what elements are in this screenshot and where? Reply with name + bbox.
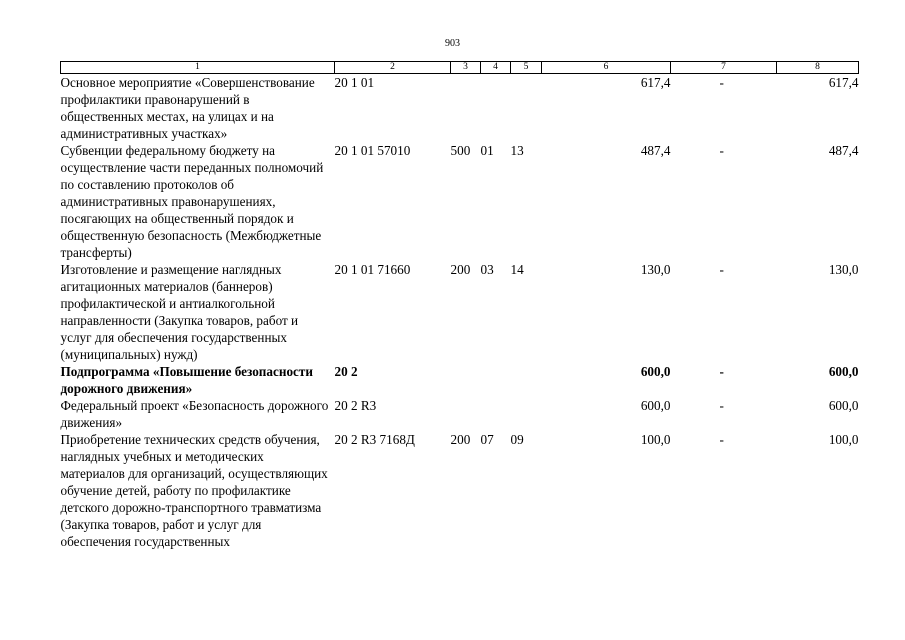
row-col-6: 130,0	[640, 262, 671, 277]
row-col-7: -	[719, 143, 724, 158]
row-col-4	[481, 74, 511, 143]
column-header-6: 6	[542, 62, 671, 74]
row-col-8: 617,4	[828, 75, 859, 90]
row-col-7: -	[719, 364, 724, 379]
row-name: Изготовление и размещение наглядных агитационных материалов (баннеров) профилактической и антиалкогольной направленности (Закупка товаров, работ и услуг для обеспечения государственных (муниципальных) нужд)	[60, 262, 299, 362]
row-col-7-cell	[671, 74, 777, 143]
row-col-3	[451, 74, 481, 143]
row-name: Субвенции федеральному бюджету на осуществление части переданных полномочий по составлению протоколов об административных правонарушениях, посягающих на общественный порядок и общественную безопасность (Межбюджетные трансферты)	[60, 143, 324, 260]
row-col-3	[451, 363, 481, 397]
column-header-7: 7	[671, 62, 777, 74]
column-header-8: 8	[777, 62, 859, 74]
column-header-2: 2	[335, 62, 451, 74]
table-row	[61, 74, 859, 143]
row-name: Подпрограмма «Повышение безопасности дорожного движения»	[60, 364, 313, 396]
row-col-7-cell	[671, 397, 777, 431]
row-col-8: 130,0	[828, 262, 859, 277]
row-col-5: 14	[510, 262, 524, 277]
row-name: Основное мероприятие «Совершенствование профилактики правонарушений в общественных местах, на улицах и на административных участках»	[60, 75, 315, 141]
row-col-4: 01	[480, 143, 494, 158]
row-col-6: 617,4	[640, 75, 671, 90]
row-col-3	[451, 397, 481, 431]
row-col-8: 487,4	[828, 143, 859, 158]
row-code: 20 2 R3 7168Д	[334, 432, 415, 447]
row-name: Приобретение технических средств обучения, наглядных учебных и методических материалов для организаций, осуществляющих обучение детей, работу по профилактике детского дорожно-транспортного травматизма (Закупка товаров, работ и услуг для обеспечения государственных	[60, 432, 328, 549]
row-col-3: 200	[450, 262, 471, 277]
row-col-7: -	[719, 262, 724, 277]
row-col-6: 600,0	[640, 364, 671, 379]
table-row	[61, 397, 859, 431]
row-col-4	[481, 363, 511, 397]
row-col-6: 100,0	[640, 432, 671, 447]
table-row	[61, 261, 859, 363]
column-header-1: 1	[61, 62, 335, 74]
table-header-row	[61, 62, 859, 74]
row-name: Федеральный проект «Безопасность дорожного движения»	[60, 398, 329, 430]
row-code: 20 2 R3	[334, 398, 377, 413]
row-code: 20 2	[334, 364, 358, 379]
page-number: 903	[445, 38, 460, 49]
row-col-4: 03	[480, 262, 494, 277]
row-col-8: 600,0	[828, 364, 859, 379]
row-col-7-cell	[671, 431, 777, 550]
row-col-7-cell	[671, 142, 777, 261]
row-col-5: 13	[510, 143, 524, 158]
budget-table	[60, 61, 859, 550]
row-col-4	[481, 397, 511, 431]
row-col-3: 500	[450, 143, 471, 158]
row-code: 20 1 01	[334, 75, 375, 90]
column-header-3: 3	[451, 62, 481, 74]
table-row	[61, 431, 859, 550]
row-col-7-cell	[671, 261, 777, 363]
row-col-6: 487,4	[640, 143, 671, 158]
row-code: 20 1 01 57010	[334, 143, 411, 158]
row-col-8: 600,0	[828, 398, 859, 413]
row-col-8: 100,0	[828, 432, 859, 447]
row-col-5	[511, 397, 542, 431]
column-header-4: 4	[481, 62, 511, 74]
row-col-5	[511, 74, 542, 143]
row-col-7: -	[719, 432, 724, 447]
row-col-5: 09	[510, 432, 524, 447]
row-code: 20 1 01 71660	[334, 262, 411, 277]
row-col-7-cell	[671, 363, 777, 397]
row-col-6: 600,0	[640, 398, 671, 413]
row-col-4: 07	[480, 432, 494, 447]
row-col-7: -	[719, 75, 724, 90]
table-row	[61, 363, 859, 397]
row-col-3: 200	[450, 432, 471, 447]
row-col-7: -	[719, 398, 724, 413]
table-row	[61, 142, 859, 261]
column-header-5: 5	[511, 62, 542, 74]
row-col-5	[511, 363, 542, 397]
